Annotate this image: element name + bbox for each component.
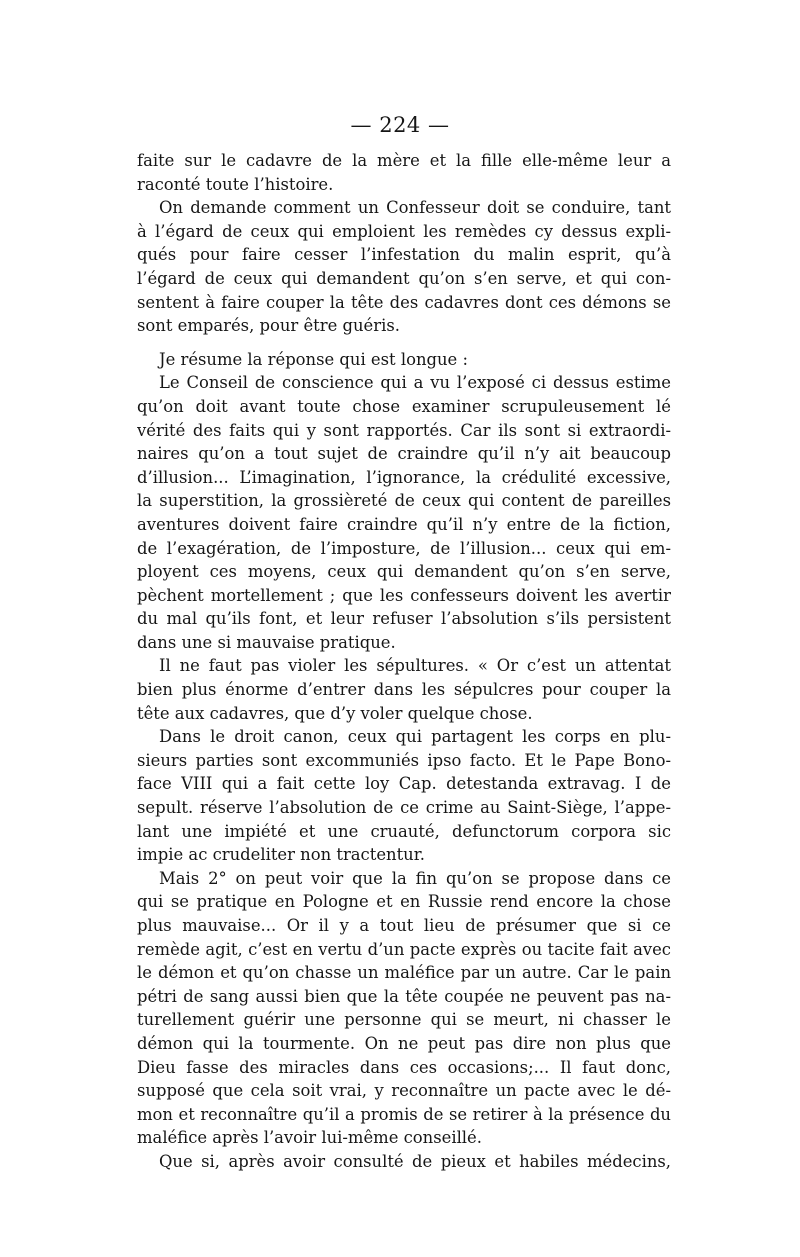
- text-line: pétri de sang aussi bien que la tête coupée ne peuvent pas na-: [137, 986, 671, 1006]
- page-number: — 224 —: [350, 113, 450, 137]
- text-line: la superstition, la grossièreté de ceux qui content de pareilles: [137, 491, 671, 511]
- text-line: qui se pratique en Pologne et en Russie rend encore la chose: [137, 892, 671, 912]
- text-line: sont emparés, pour être guéris.: [137, 316, 400, 336]
- text-line: naires qu’on a tout sujet de craindre qu’il n’y ait beaucoup: [137, 444, 671, 464]
- text-line: Mais 2° on peut voir que la fin qu’on se propose dans ce: [159, 868, 671, 888]
- text-line: Dans le droit canon, ceux qui partagent les corps en plu-: [159, 727, 671, 747]
- text-line: impie ac crudeliter non tractentur.: [137, 845, 425, 865]
- text-line: Je résume la réponse qui est longue :: [159, 349, 468, 369]
- text-line: Il ne faut pas violer les sépultures. « Or c’est un attentat: [159, 656, 671, 676]
- text-line: l’égard de ceux qui demandent qu’on s’en serve, et qui con-: [137, 268, 671, 288]
- text-line: le démon et qu’on chasse un maléfice par un autre. Car le pain: [137, 963, 671, 983]
- text-line: ployent ces moyens, ceux qui demandent qu’on s’en serve,: [137, 562, 671, 582]
- text-line: tête aux cadavres, que d’y voler quelque chose.: [137, 703, 533, 723]
- text-line: plus mauvaise... Or il y a tout lieu de présumer que si ce: [137, 916, 671, 935]
- text-line: bien plus énorme d’entrer dans les sépulcres pour couper la: [137, 680, 671, 700]
- text-line: turellement guérir une personne qui se meurt, ni chasser le: [137, 1010, 671, 1030]
- text-line: sepult. réserve l’absolution de ce crime au Saint-Siège, l’appe-: [137, 798, 671, 818]
- text-line: Dieu fasse des miracles dans ces occasions;... Il faut donc,: [137, 1057, 671, 1077]
- body-text: [137, 149, 671, 1174]
- text-line: sentent à faire couper la tête des cadavres dont ces démons se: [137, 292, 671, 312]
- text-line: Le Conseil de conscience qui a vu l’exposé ci dessus estime: [159, 373, 671, 393]
- text-line: On demande comment un Confesseur doit se conduire, tant: [159, 198, 671, 218]
- text-line: démon qui la tourmente. On ne peut pas dire non plus que: [137, 1033, 671, 1053]
- text-line: de l’exagération, de l’imposture, de l’illusion... ceux qui em-: [137, 538, 671, 558]
- text-line: pèchent mortellement ; que les confesseurs doivent les avertir: [137, 585, 671, 605]
- text-line: faite sur le cadavre de la mère et la fille elle-même leur a: [137, 151, 671, 170]
- text-line: lant une impiété et une cruauté, defunctorum corpora sic: [137, 821, 671, 841]
- text-line: maléfice après l’avoir lui-même conseillé.: [137, 1128, 482, 1148]
- text-line: Que si, après avoir consulté de pieux et habiles médecins,: [159, 1151, 671, 1171]
- text-line: qu’on doit avant toute chose examiner scrupuleusement lé: [137, 396, 671, 416]
- text-line: face VIII qui a fait cette loy Cap. detestanda extravag. I de: [137, 774, 671, 794]
- text-line: vérité des faits qui y sont rapportés. Car ils sont si extraordi-: [137, 420, 671, 440]
- text-line: dans une si mauvaise pratique.: [137, 632, 396, 652]
- text-line: supposé que cela soit vrai, y reconnaître un pacte avec le dé-: [137, 1081, 671, 1101]
- text-line: qués pour faire cesser l’infestation du malin esprit, qu’à: [137, 245, 671, 265]
- text-line: du mal qu’ils font, et leur refuser l’absolution s’ils persistent: [137, 609, 671, 629]
- text-line: remède agit, c’est en vertu d’un pacte exprès ou tacite fait avec: [137, 939, 671, 959]
- text-line: aventures doivent faire craindre qu’il n’y entre de la fiction,: [137, 514, 671, 534]
- text-line: d’illusion... L’imagination, l’ignorance, la crédulité excessive,: [137, 467, 671, 487]
- text-line: raconté toute l’histoire.: [137, 174, 334, 194]
- text-line: à l’égard de ceux qui emploient les remèdes cy dessus expli-: [137, 221, 671, 241]
- text-line: mon et reconnaître qu’il a promis de se retirer à la présence du: [137, 1104, 671, 1124]
- text-line: sieurs parties sont excommuniés ipso facto. Et le Pape Bono-: [137, 750, 671, 770]
